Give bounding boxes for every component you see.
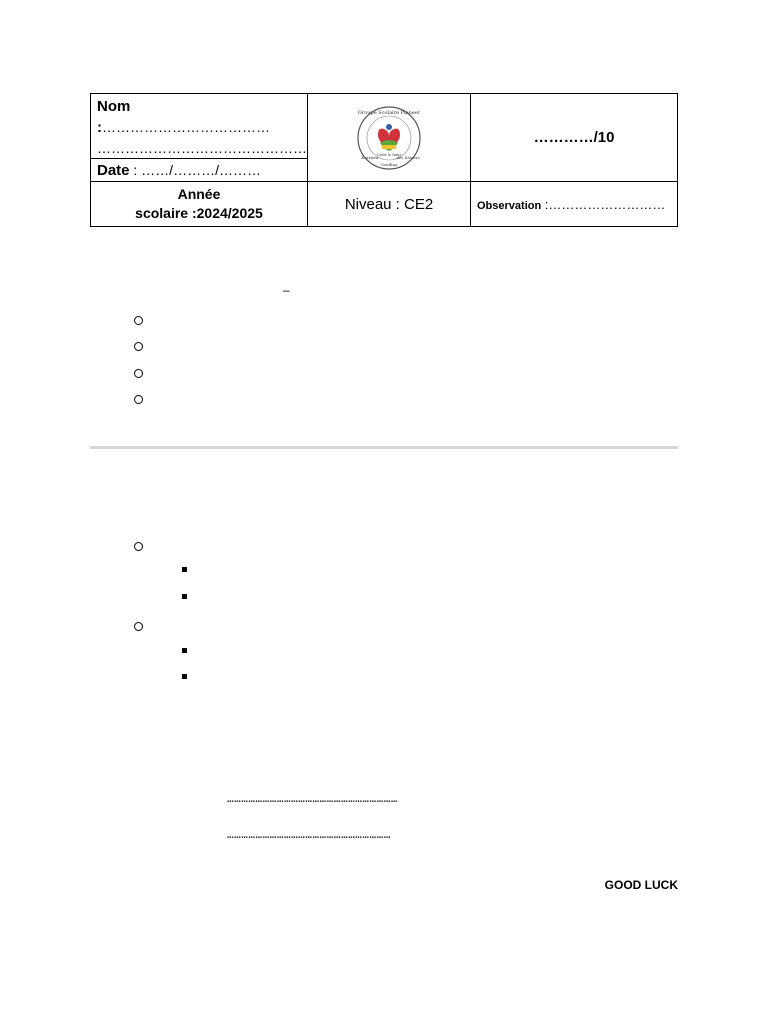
score-cell xyxy=(471,94,678,182)
answer-line[interactable]: …………………………………………………………… xyxy=(227,828,391,841)
list-bullet-circle xyxy=(134,622,143,631)
logo-bottom-right: des Savoirs xyxy=(396,154,420,160)
school-year-line-1: Année xyxy=(177,186,221,202)
score-value: …………/10 xyxy=(533,129,615,146)
level-cell xyxy=(308,182,471,227)
school-year-line-2: scolaire :2024/2025 xyxy=(135,205,263,221)
name-label: Nom : xyxy=(97,98,131,136)
list-bullet-circle xyxy=(134,369,143,378)
section-divider xyxy=(90,446,678,449)
name-dots: ……………………………… xyxy=(102,119,270,135)
date-label: Date xyxy=(97,161,130,179)
logo-top-text: Groupe Scolaire Pioneer xyxy=(357,109,421,116)
logo-inner-text: Créer le futur xyxy=(376,152,402,157)
logo-bottom-left: Karriera xyxy=(361,154,379,160)
sub-bullet-square xyxy=(182,674,187,679)
date-cell xyxy=(91,159,308,182)
name-cell xyxy=(91,94,308,159)
list-bullet-circle xyxy=(134,316,143,325)
name-dots-line-2: ……………………………………… xyxy=(97,140,307,156)
list-bullet-circle xyxy=(134,342,143,351)
sub-bullet-square xyxy=(182,567,187,572)
list-bullet-circle xyxy=(134,395,143,404)
level-value: Niveau : CE2 xyxy=(344,195,434,213)
school-logo xyxy=(356,105,422,171)
answer-line[interactable]: ……………………………………………………………… xyxy=(227,792,398,805)
sub-bullet-square xyxy=(182,594,187,599)
logo-cell xyxy=(308,94,471,182)
header-table xyxy=(90,93,678,227)
sub-bullet-square xyxy=(182,648,187,653)
logo-bottom-center: Goulfina xyxy=(380,161,398,167)
observation-cell xyxy=(471,182,678,227)
observation-label: Observation xyxy=(477,199,542,212)
good-luck-text: GOOD LUCK xyxy=(604,878,678,892)
section-dash: – xyxy=(283,283,290,297)
school-year-cell xyxy=(91,182,308,227)
list-bullet-circle xyxy=(134,542,143,551)
date-value: : ……/………/……… xyxy=(129,161,261,178)
observation-value: :……………………… xyxy=(541,196,666,212)
